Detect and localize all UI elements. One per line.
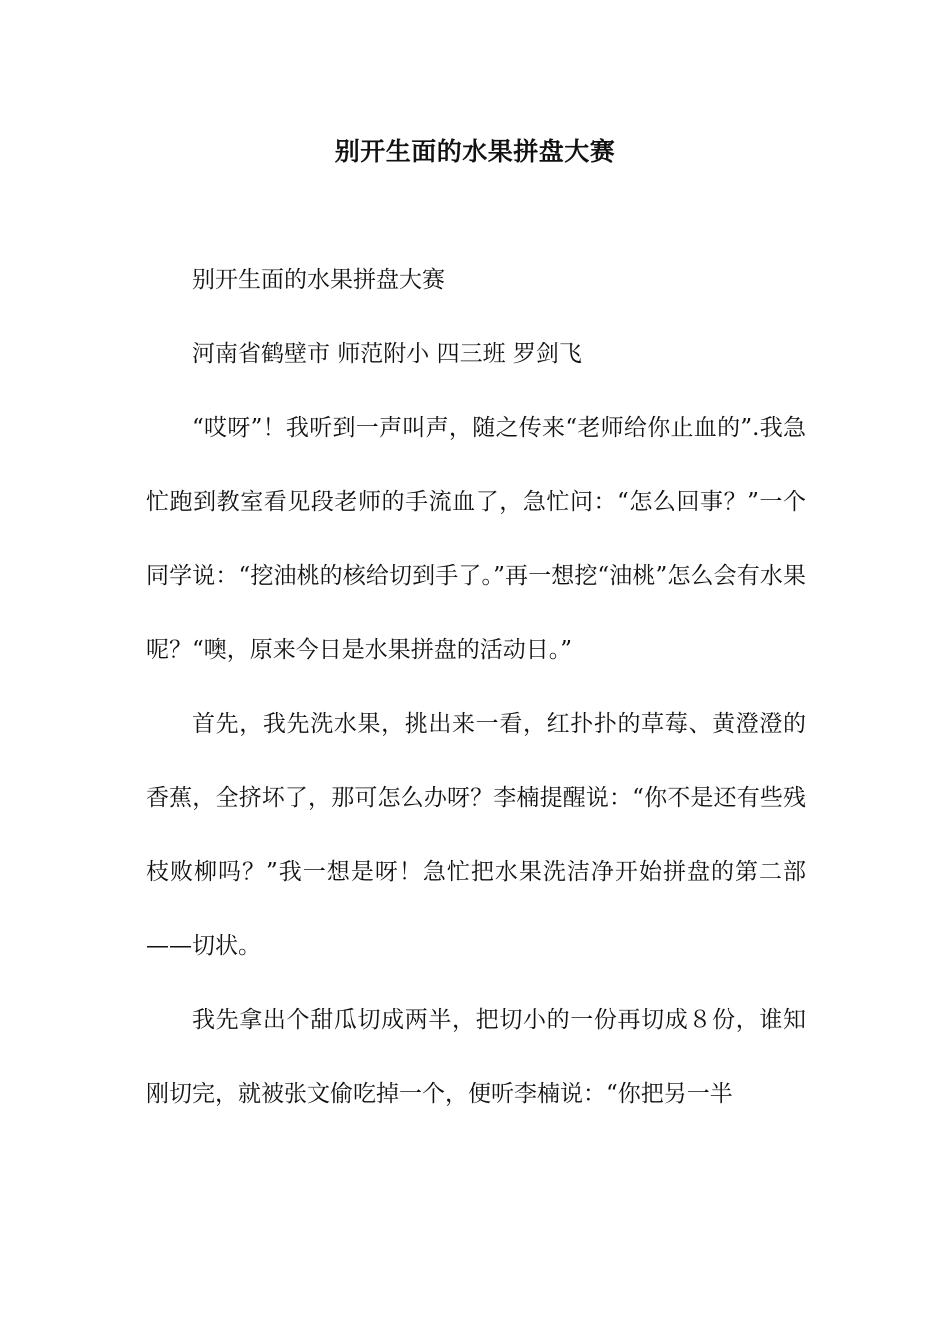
document-body	[146, 243, 806, 1131]
paragraph: 首先，我先洗水果，挑出来一看，红扑扑的草莓、黄澄澄的香蕉，全挤坏了，那可怎么办呀？李楠提醒说：“你不是还有些残枝败柳吗？”我一想是呀！急忙把水果洗洁净开始拼盘的第二部——切状。	[146, 711, 806, 959]
document-title: 别开生面的水果拼盘大赛	[334, 137, 616, 166]
paragraph: “哎呀”！我听到一声叫声，随之传来“老师给你止血的”.我急忙跑到教室看见段老师的手流血了，急忙问：“怎么回事？”一个同学说：“挖油桃的核给切到手了。”再一想挖“油桃”怎么会有水果呢？“噢，原来今日是水果拼盘的活动日。”	[146, 415, 806, 663]
paragraph: 我先拿出个甜瓜切成两半，把切小的一份再切成８份，谁知刚切完，就被张文偷吃掉一个，便听李楠说：“你把另一半	[146, 1007, 806, 1107]
paragraph-subtitle: 别开生面的水果拼盘大赛	[192, 267, 445, 293]
paragraph-author: 河南省鹤壁市 师范附小 四三班 罗剑飞	[192, 341, 582, 367]
